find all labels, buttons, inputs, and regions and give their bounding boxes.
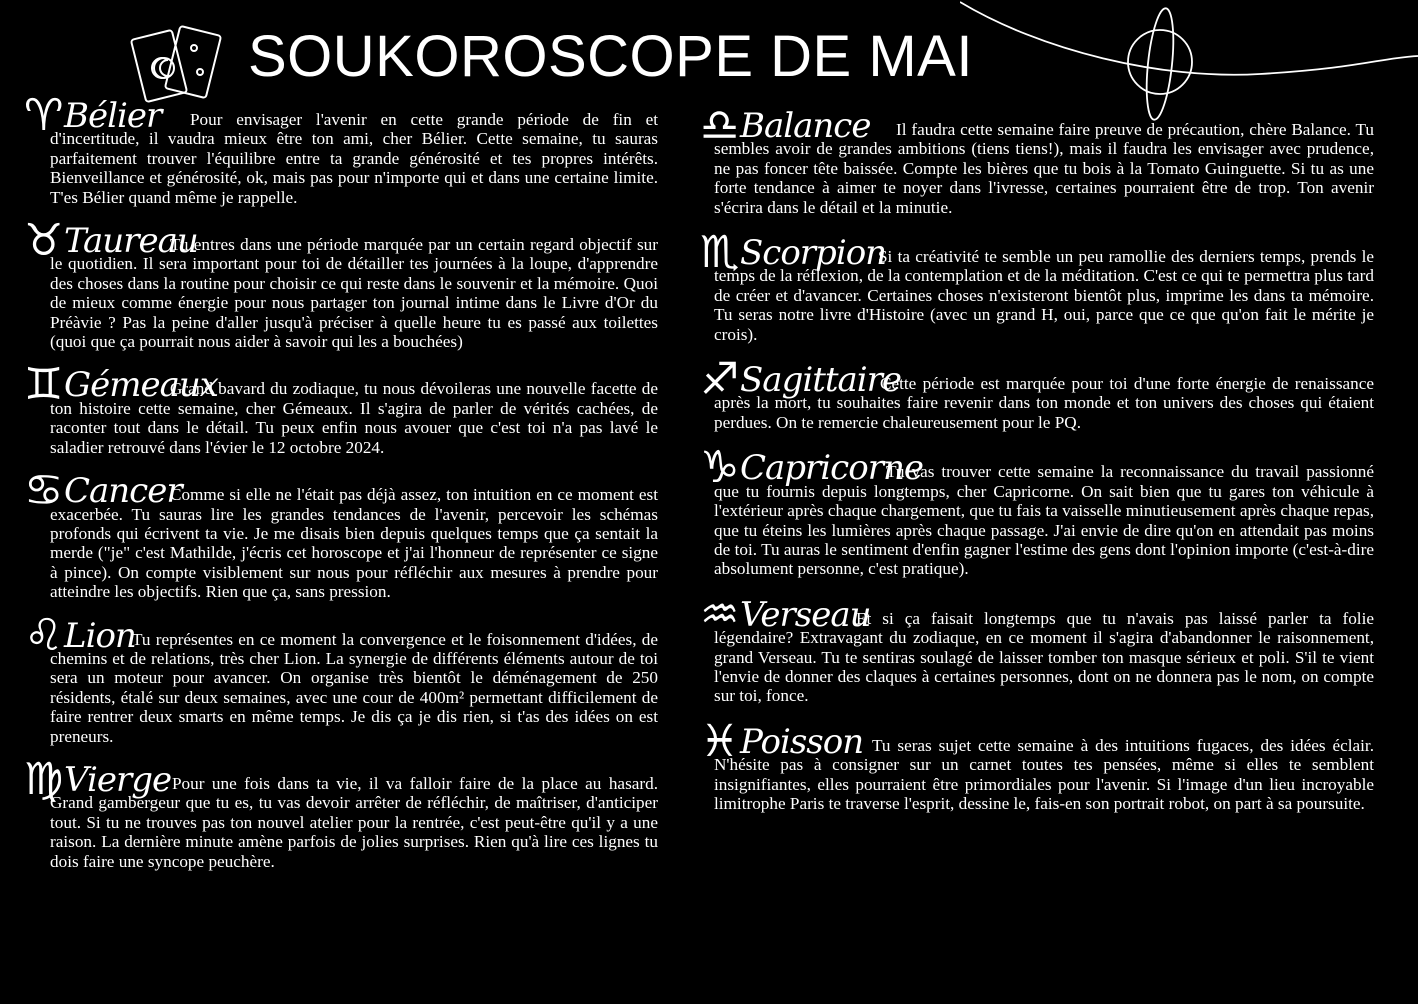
virgo-icon: ♍ (24, 753, 64, 805)
sign-poisson (700, 715, 1374, 814)
sign-vierge (24, 753, 658, 871)
sign-gemeaux (24, 361, 658, 457)
sagittarius-icon: ♐ (700, 354, 740, 406)
sign-text: Tu vas trouver cette semaine la reconnaissance du travail passionné que tu fournis depuis longtemps, cher Capricorne. On sait bien que tu gares ton véhicule à l'extérieur après chaque chargement, que tu fais ta vaisselle minutieusement après chaque repas, que tu éteins les lumières après chaque passage. J'ai envie de dire qu'on en attendait pas moins de toi. Tu auras le sentiment d'enfin gagner l'estime des gens dont l'opinion importe (c'est-à-dire absolument personne, c'est pratique). (714, 462, 1374, 579)
sign-name: Capricorne (740, 448, 923, 489)
sign-name: Vierge (64, 759, 172, 800)
aries-icon: ♈ (24, 90, 64, 141)
cancer-icon: ♋ (24, 465, 64, 517)
leo-icon: ♌ (24, 609, 64, 661)
sign-verseau (700, 588, 1374, 706)
sign-text: Cette période est marquée pour toi d'une forte énergie de renaissance après la mort, tu souhaites faire revenir dans ton monde et ton univers des choses qui étaient perdues. On te remercie chaleureusement pour le PQ. (714, 374, 1374, 432)
sign-lion (24, 609, 658, 746)
sign-name: Bélier (64, 96, 162, 136)
page-title: SOUKOROSCOPE DE MAI (248, 24, 973, 89)
capricorn-icon: ♑ (700, 442, 740, 494)
sign-name: Poisson (740, 721, 864, 762)
aquarius-icon: ♒ (700, 588, 740, 640)
sign-text: Si ta créativité te semble un peu ramollie des derniers temps, prends le temps de la réflexion, de la contemplation et de la méditation. C'est ce qui te permettra plus tard de créer et d'avancer. Certaines choses n'existeront bientôt plus, imprime les dans ta mémoire. Tu seras notre livre d'Histoire (avec un grand H, oui, parce que ce que qu'on fait le mérite je crois). (714, 247, 1374, 344)
scorpio-icon: ♏ (700, 227, 740, 279)
sign-sagittaire (700, 356, 1374, 432)
sign-text: Grand bavard du zodiaque, tu nous dévoileras une nouvelle facette de ton histoire cette semaine, cher Gémeaux. Il s'agira de parler de vérités cachées, de raconter tout dans le détail. Tu peux enfin nous avouer que c'est toi n'a pas lavé le saladier retrouvé dans l'évier le 12 octobre 2024. (50, 379, 658, 457)
sign-text: Pour une fois dans ta vie, il va falloir faire de la place au hasard. Grand gambergeur que tu es, tu vas devoir arrêter de réfléchir, de maîtriser, d'anticiper tout. Si tu ne trouves pas ton nouvel atelier pour la rentrée, c'est peut-être qu'il y a une raison. La dernière minute amène parfois de jolies surprises. Rien qu'à lire ces lignes tu dois faire une syncope peuchère. (50, 773, 658, 871)
sign-text: Comme si elle ne l'était pas déjà assez, ton intuition en ce moment est exacerbée. Tu sauras lire les grandes tendances de l'avenir, percevoir les schémas profonds qui écrivent ta vie. Je me disais bien depuis quelques temps que ça sentait la merde ("je" c'est Mathilde, j'écris cet horoscope et j'ai l'honneur de représenter ce signe à pince). On compte visiblement sur nous pour réfléchir aux mesures à prendre pour atteindre les objectifs. Rien que ça, sans pression. (50, 485, 658, 602)
sign-name: Balance (740, 106, 871, 146)
sign-name: Cancer (64, 471, 182, 512)
sign-text: Tu entres dans une période marquée par un certain regard objectif sur le quotidien. Il sera important pour toi de détailler tes journées à la loupe, d'apprendre des choses dans la routine pour choisir ce qui reste dans le souvenir et la mémoire. Quoi de mieux comme énergie pour nous partager ton journal intime dans le Livre d'Or du Préàvie ? Pas la peine d'aller jusqu'à préciser à quelle heure tu es passé aux toilettes (quoi que ça pourrait nous aider à savoir qui les a bouchées) (50, 235, 658, 352)
sign-balance (700, 102, 1374, 217)
sign-name: Verseau (740, 594, 871, 635)
sign-text: Tu représentes en ce moment la convergence et le foisonnement d'idées, de chemins et de relations, très cher Lion. La synergie de différents éléments autour de toi sera un moteur pour avancer. On organise très bientôt le déménagement de 250 résidents, étalé sur deux semaines, avec une cour de 400m² permettant difficilement de faire rentrer deux smarts en même temps. Je dis ça je dis rien, si t'as des idées on est preneurs. (50, 629, 658, 746)
sign-name: Scorpion (740, 233, 887, 274)
sign-text: Tu seras sujet cette semaine à des intuitions fugaces, des idées éclair. N'hésite pas à consigner sur un carnet toutes tes pensées, même si elles te semblent insignifiantes, elles pourraient être primordiales pour l'avenir. Si l'image d'un lieu incroyable limitrophe Paris te traverse l'esprit, dessine le, fais-en son portrait robot, on part à sa poursuite. (714, 735, 1374, 813)
taurus-icon: ♉ (24, 215, 64, 267)
sign-name: Gémeaux (64, 365, 218, 406)
sign-name: Lion (64, 615, 136, 656)
libra-icon: ♎ (700, 100, 740, 151)
column-left (24, 92, 658, 871)
column-right (700, 102, 1374, 813)
sign-text: Pour envisager l'avenir en cette grande période de fin et d'incertitude, il vaudra mieux être ton ami, cher Bélier. Cette semaine, tu sauras parfaitement trouver l'équilibre entre ta grande générosité et tes propres intérêts. Bienveillance et générosité, ok, mais pas pour n'importe qui et dans une certaine limite. T'es Bélier quand même je rappelle. (50, 110, 658, 207)
pisces-icon: ♓ (700, 715, 740, 767)
sign-scorpion (700, 229, 1374, 344)
sign-name: Taureau (64, 221, 198, 262)
sign-taureau (24, 217, 658, 351)
sign-text: Il faudra cette semaine faire preuve de précaution, chère Balance. Tu sembles avoir de grandes ambitions (tiens tiens!), mais il faudra les envisager avec prudence, ne pas foncer tête baissée. Compte les bières que tu bois à la Tomato Guinguette. Si tu as une forte tendance à aimer te noyer dans l'ivresse, certaines pourraient être de trop. Ton avenir s'écrira dans le détail et la minutie. (714, 120, 1374, 217)
sign-capricorne (700, 444, 1374, 578)
sign-name: Sagittaire (740, 360, 902, 401)
sign-text: Et si ça faisait longtemps que tu n'avais pas laissé parler ta folie légendaire? Extravagant du zodiaque, en ce moment il s'agira d'abandonner le raisonnement, grand Verseau. Tu te sentiras soulagé de laisser tomber ton masque sérieux et poli. S'il te vient l'envie de donner des claques à certaines personnes, dont on ne donnera pas le nom, on compte sur toi, fonce. (714, 608, 1374, 706)
sign-belier (24, 92, 658, 207)
gemini-icon: ♊ (24, 359, 64, 411)
sign-cancer (24, 467, 658, 601)
